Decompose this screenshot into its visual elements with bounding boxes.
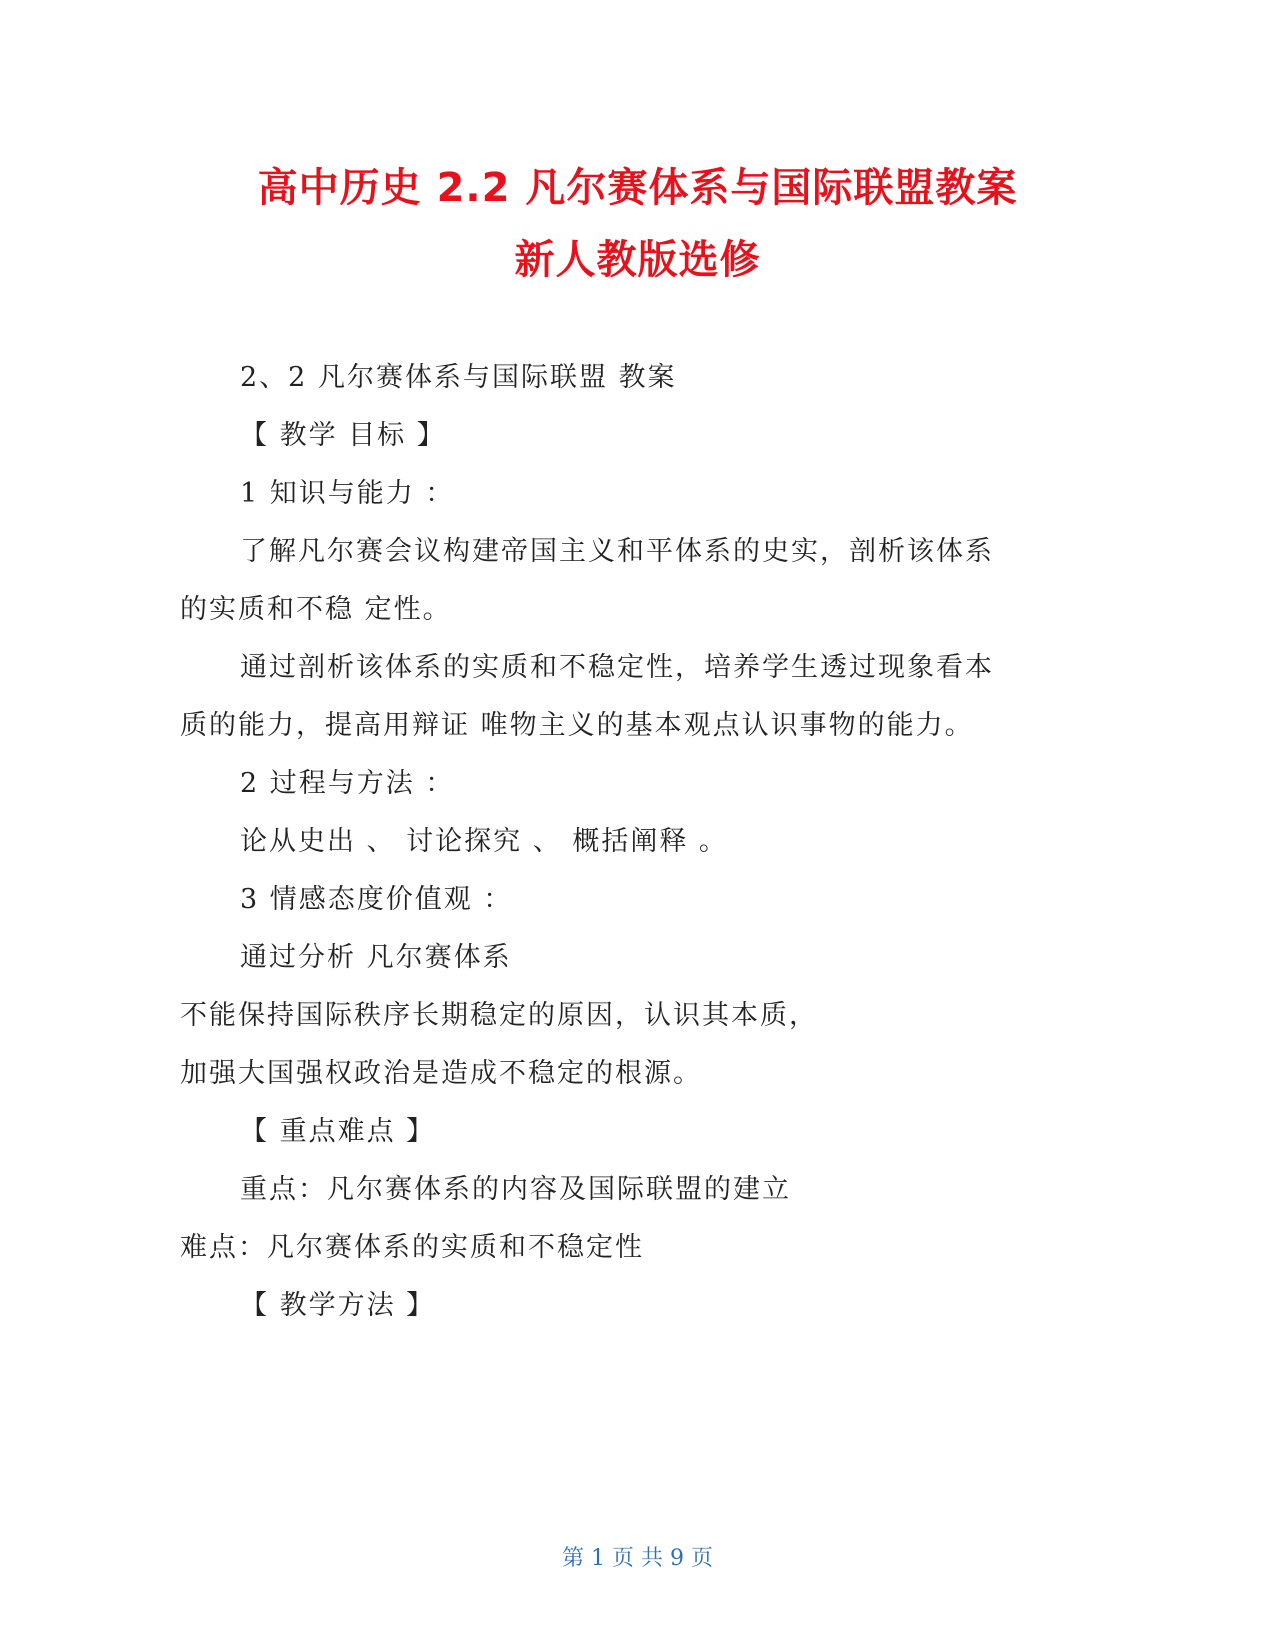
paragraph-line: 论从史出 、 讨论探究 、 概括阐释 。 xyxy=(240,826,728,857)
page-footer: 第 1 页 共 9 页 xyxy=(562,1546,713,1571)
paragraph-line: 了解凡尔赛会议构建帝国主义和平体系的史实，剖析该体系 xyxy=(240,536,994,567)
section-heading-keypoints: 【 重点难点 】 xyxy=(240,1116,436,1147)
subheading-values: 3 情感态度价值观 ： xyxy=(240,884,513,915)
paragraph-line: 通过分析 凡尔赛体系 xyxy=(240,942,512,973)
paragraph-line: 重点：凡尔赛体系的内容及国际联盟的建立 xyxy=(240,1174,791,1205)
paragraph-line: 难点：凡尔赛体系的实质和不稳定性 xyxy=(180,1232,644,1263)
section-heading-methods: 【 教学方法 】 xyxy=(240,1290,436,1321)
lesson-heading: 2、2 凡尔赛体系与国际联盟 教案 xyxy=(240,362,677,393)
subheading-process: 2 过程与方法 ： xyxy=(240,768,455,799)
paragraph-line: 的实质和不稳 定性。 xyxy=(180,594,452,625)
paragraph-line: 通过剖析该体系的实质和不稳定性，培养学生透过现象看本 xyxy=(240,652,994,683)
subheading-knowledge: 1 知识与能力 ： xyxy=(240,478,455,509)
paragraph-line: 加强大国强权政治是造成不稳定的根源。 xyxy=(180,1058,702,1089)
document-title-line2: 新人教版选修 xyxy=(514,237,761,283)
document-title-line1: 高中历史 2.2 凡尔赛体系与国际联盟教案 xyxy=(257,165,1018,211)
paragraph-line: 不能保持国际秩序长期稳定的原因，认识其本质， xyxy=(180,1000,818,1031)
section-heading-objectives: 【 教学 目标 】 xyxy=(240,420,446,451)
paragraph-line: 质的能力，提高用辩证 唯物主义的基本观点认识事物的能力。 xyxy=(180,710,974,741)
